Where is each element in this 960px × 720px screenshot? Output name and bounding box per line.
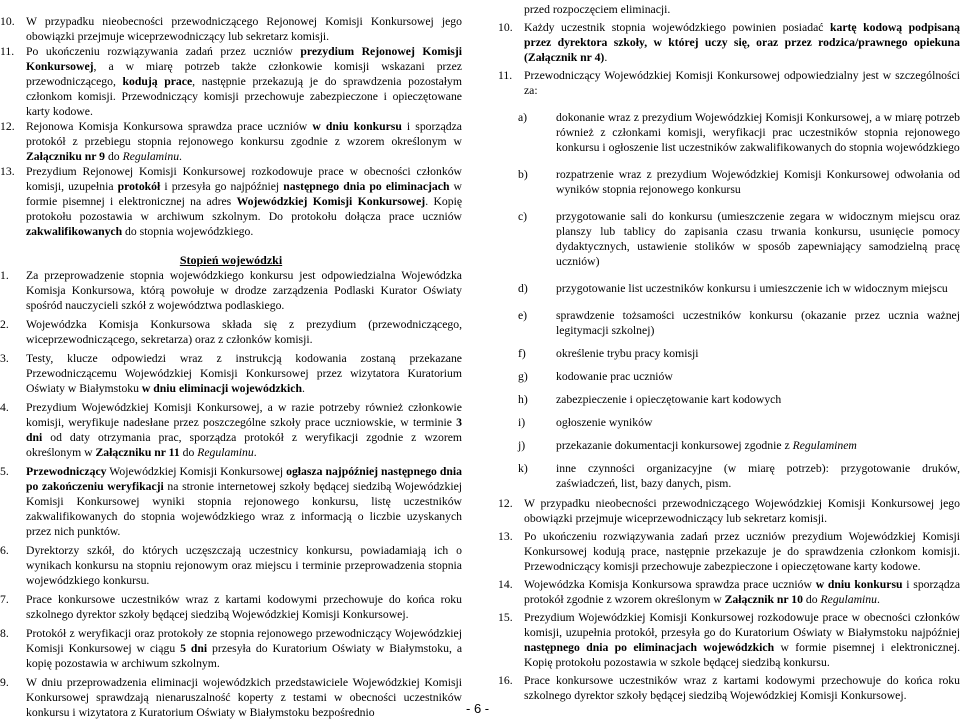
item-number: 12. bbox=[0, 120, 15, 133]
list-subitem bbox=[498, 167, 960, 197]
item-text: Prace konkursowe uczestników wraz z kartami kodowymi przechowuje do końca roku szkolnego dyrektor szkoły będącej siedzibą Wojewódzkiej Komisji Konkursowej. bbox=[524, 674, 960, 702]
subitem-text: sprawdzenie tożsamości uczestników konkursu (okazanie przez ucznia ważnej legitymacji szkolnej) bbox=[556, 309, 960, 337]
item-text: Wojewódzka Komisja Konkursowa składa się z prezydium (przewodniczącego, wiceprzewodniczącego, sekretarza) oraz z członków komisji. bbox=[26, 318, 462, 346]
list-item bbox=[0, 268, 462, 313]
item-number: 9. bbox=[0, 676, 9, 689]
item-text: Testy, klucze odpowiedzi wraz z instrukcją kodowania zostaną przekazane Przewodniczącemu Wojewódzkiej Komisji Konkursowej przez wizytatora Kuratorium Oświaty w Białymstoku w dniu eliminacji wojewódzkich. bbox=[26, 352, 462, 395]
item-number: 12. bbox=[498, 497, 513, 510]
list-subitem bbox=[498, 209, 960, 269]
subitem-letter: c) bbox=[518, 210, 528, 223]
item-number: 3. bbox=[0, 352, 9, 365]
item-number: 10. bbox=[498, 21, 513, 34]
list-item bbox=[0, 44, 462, 119]
item-text: W przypadku nieobecności przewodniczącego Rejonowej Komisji Konkursowej jego obowiązki przejmuje wiceprzewodniczący lub sekretarz komisji. bbox=[26, 15, 462, 43]
list-item bbox=[498, 20, 960, 65]
subitem-letter: a) bbox=[518, 111, 528, 124]
list-subitem bbox=[498, 415, 960, 430]
subitem-letter: i) bbox=[518, 416, 526, 429]
item-number: 13. bbox=[498, 530, 513, 543]
subitem-letter: d) bbox=[518, 282, 528, 295]
list-item bbox=[498, 673, 960, 703]
item-text: Przewodniczący Wojewódzkiej Komisji Konkursowej odpowiedzialny jest w szczególności za: bbox=[524, 69, 960, 97]
list-item bbox=[498, 577, 960, 607]
item-text: Po ukończeniu rozwiązywania zadań przez uczniów prezydium Rejonowej Komisji Konkursowej, a w miarę potrzeb także członkowie komisji wskazani przez przewodniczącego, kodują prace, następnie przekazują je do sprawdzenia pozostałym członkom komisji. Przewodniczący komisji przechowuje zabezpieczone i opieczętowane karty kodowe. bbox=[26, 45, 462, 118]
subitem-letter: b) bbox=[518, 168, 528, 181]
subitem-text: kodowanie prac uczniów bbox=[556, 370, 673, 383]
subitem-text: określenie trybu pracy komisji bbox=[556, 347, 699, 360]
subitem-text: dokonanie wraz z prezydium Wojewódzkiej Komisji Konkursowej, a w miarę potrzeb również z członkami komisji, weryfikacji prac uczestników stopnia rejonowego konkursu i ogłoszenie list uczestników zakwalifikowanych do stopnia wojewódzkiego bbox=[556, 111, 960, 154]
list-item bbox=[0, 400, 462, 460]
subitem-text: zabezpieczenie i opieczętowanie kart kodowych bbox=[556, 393, 782, 406]
item-text: Wojewódzka Komisja Konkursowa sprawdza prace uczniów w dniu konkursu i sporządza protokół zgodnie z wzorem określonym w Załącznik nr 10 do Regulaminu. bbox=[524, 578, 960, 606]
list-item bbox=[0, 543, 462, 588]
list-item bbox=[498, 610, 960, 670]
list-subitem bbox=[498, 438, 960, 453]
item-number: 2. bbox=[0, 318, 9, 331]
item-number bbox=[498, 2, 524, 17]
subitem-letter: e) bbox=[518, 309, 528, 322]
item-number: 8. bbox=[0, 627, 9, 640]
list-item bbox=[498, 529, 960, 574]
item-number: 5. bbox=[0, 465, 9, 478]
item-text: Prezydium Wojewódzkiej Komisji Konkursowej, a w razie potrzeby również członkowie komisji, weryfikuje nadesłane przez poszczególne szkoły prace uczniowskie, w terminie 3 dni od daty otrzymania prac, sporządza protokół z weryfikacji zgodnie z wzorem określonym w Załączniku nr 11 do Regulaminu. bbox=[26, 401, 462, 459]
right-column bbox=[498, 2, 960, 703]
subitem-letter: h) bbox=[518, 393, 528, 406]
subitem-text: przekazanie dokumentacji konkursowej zgodnie z Regulaminem bbox=[556, 439, 857, 452]
item-text: W dniu przeprowadzenia eliminacji wojewódzkich przedstawiciele Wojewódzkiej Komisji Konkursowej sprawdzają nienaruszalność koperty z testami w obecności uczestników konkursu i wizytatora z Kuratorium Oświaty w Białymstoku bezpośrednio bbox=[26, 676, 462, 719]
item-text: Przewodniczący Wojewódzkiej Komisji Konkursowej ogłasza najpóźniej następnego dnia po zakończeniu weryfikacji na stronie internetowej szkoły będącej siedzibą Wojewódzkiej Komisji Konkursowej wyniki stopnia rejonowego konkursu, listę uczestników zakwalifikowanych do stopnia wojewódzkiego wraz z informacją o liczbie uzyskanych przez nich punktów. bbox=[26, 465, 463, 538]
list-item bbox=[0, 592, 462, 622]
subitem-text: inne czynności organizacyjne (w miarę potrzeb): przygotowanie druków, zaświadczeń, list, bazy danych, pism. bbox=[556, 462, 960, 490]
list-item bbox=[0, 464, 462, 539]
list-item bbox=[0, 675, 462, 720]
item-number: 1. bbox=[0, 269, 9, 282]
subitem-letter: j) bbox=[518, 439, 526, 452]
subitem-text: ogłoszenie wyników bbox=[556, 416, 653, 429]
subitem-text: przygotowanie list uczestników konkursu i umieszczenie ich w widocznym miejscu bbox=[556, 282, 948, 295]
item-number: 16. bbox=[498, 674, 513, 687]
item-text: W przypadku nieobecności przewodniczącego Wojewódzkiej Komisji Konkursowej jego obowiązki przejmuje wiceprzewodniczący lub sekretarz komisji. bbox=[524, 497, 960, 525]
page-number: - 6 - bbox=[466, 701, 490, 716]
item-number: 11. bbox=[498, 69, 513, 82]
item-text: Protokół z weryfikacji oraz protokoły ze stopnia rejonowego przewodniczący Wojewódzkiej Komisji Konkursowej w ciągu 5 dni przesyła do Kuratorium Oświaty w Białymstoku, a kopię pozostawia w archiwum szkolnym. bbox=[26, 627, 463, 670]
list-item bbox=[498, 2, 960, 17]
subitem-letter: f) bbox=[518, 347, 526, 360]
item-number: 15. bbox=[498, 611, 513, 624]
item-text: Prace konkursowe uczestników wraz z kartami kodowymi przechowuje do końca roku szkolnego dyrektor szkoły będącej siedzibą Wojewódzkiej Komisji Konkursowej. bbox=[26, 593, 462, 621]
item-number: 4. bbox=[0, 401, 9, 414]
list-item bbox=[0, 317, 462, 347]
subitem-text: przygotowanie sali do konkursu (umieszczenie zegara w widocznym miejscu oraz planszy lub tablicy do zapisania czasu trwania konkursu, usunięcie pomocy dydaktycznych, ustawienie stolików w sposób zapewniający samodzielną pracę uczniów) bbox=[556, 210, 960, 268]
item-text: przed rozpoczęciem eliminacji. bbox=[524, 3, 671, 16]
item-text: Za przeprowadzenie stopnia wojewódzkiego konkursu jest odpowiedzialna Wojewódzka Komisja Konkursowa, którą powołuje w drodze zarządzenia Podlaski Kurator Oświaty spośród nauczycieli szkół z województwa podlaskiego. bbox=[26, 269, 462, 312]
item-number: 13. bbox=[0, 165, 15, 178]
item-number: 14. bbox=[498, 578, 513, 591]
item-number: 7. bbox=[0, 593, 9, 606]
list-subitem bbox=[498, 392, 960, 407]
list-item bbox=[0, 119, 462, 164]
item-number: 11. bbox=[0, 45, 15, 58]
list-item bbox=[498, 496, 960, 526]
item-text: Rejonowa Komisja Konkursowa sprawdza prace uczniów w dniu konkursu i sporządza protokół z przebiegu stopnia rejonowego konkursu zgodnie z wzorem określonym w Załączniku nr 9 do Regulaminu. bbox=[26, 120, 462, 163]
list-subitem bbox=[498, 281, 960, 296]
item-text: Prezydium Wojewódzkiej Komisji Konkursowej rozkodowuje prace w obecności członków komisji, uzupełnia protokół, przesyła go do Kuratorium Oświaty w Białymstoku najpóźniej następnego dnia po eliminacjach wojewódzkich w formie pisemnej i elektronicznej. Kopię protokołu pozostawia w szkole będącej siedzibą konkursu. bbox=[524, 611, 960, 669]
item-text: Po ukończeniu rozwiązywania zadań przez uczniów prezydium Wojewódzkiej Komisji Konkursowej kodują prace, następnie przekazuje je do sprawdzenia członkom komisji. Przewodniczący komisji przechowuje zabezpieczone i opieczętowane karty kodowe. bbox=[524, 530, 960, 573]
list-item bbox=[0, 164, 462, 239]
list-item bbox=[498, 68, 960, 98]
list-subitem bbox=[498, 346, 960, 361]
list-subitem bbox=[498, 110, 960, 155]
list-item bbox=[0, 626, 462, 671]
item-number: 6. bbox=[0, 544, 9, 557]
subitem-text: rozpatrzenie wraz z prezydium Wojewódzkiej Komisji Konkursowej odwołania od wyników stopnia rejonowego konkursu bbox=[556, 168, 960, 196]
item-text: Dyrektorzy szkół, do których uczęszczają uczestnicy konkursu, powiadamiają ich o wynikach konkursu na stopniu rejonowym oraz miejscu i terminie przeprowadzenia stopnia wojewódzkiego konkursu. bbox=[26, 544, 462, 587]
subitem-letter: k) bbox=[518, 462, 528, 475]
left-column bbox=[0, 14, 462, 720]
list-subitem bbox=[498, 461, 960, 491]
list-subitem bbox=[498, 308, 960, 338]
section-heading: Stopień wojewódzki bbox=[179, 253, 283, 267]
item-text: Prezydium Rejonowej Komisji Konkursowej rozkodowuje prace w obecności członków komisji, uzupełnia protokół i przesyła go najpóźniej następnego dnia po eliminacjach w formie pisemnej i elektronicznej na adres Wojewódzkiej Komisji Konkursowej. Kopię protokołu pozostawia w archiwum szkolnym. Do protokołu dołącza prace uczniów zakwalifikowanych do stopnia wojewódzkiego. bbox=[26, 165, 463, 238]
subitem-letter: g) bbox=[518, 370, 528, 383]
list-subitem bbox=[498, 369, 960, 384]
list-item bbox=[0, 351, 462, 396]
item-text: Każdy uczestnik stopnia wojewódzkiego powinien posiadać kartę kodową podpisaną przez dyrektora szkoły, w której uczy się, oraz przez rodzica/prawnego opiekuna (Załącznik nr 4). bbox=[524, 21, 960, 64]
item-number: 10. bbox=[0, 15, 15, 28]
list-item bbox=[0, 14, 462, 44]
